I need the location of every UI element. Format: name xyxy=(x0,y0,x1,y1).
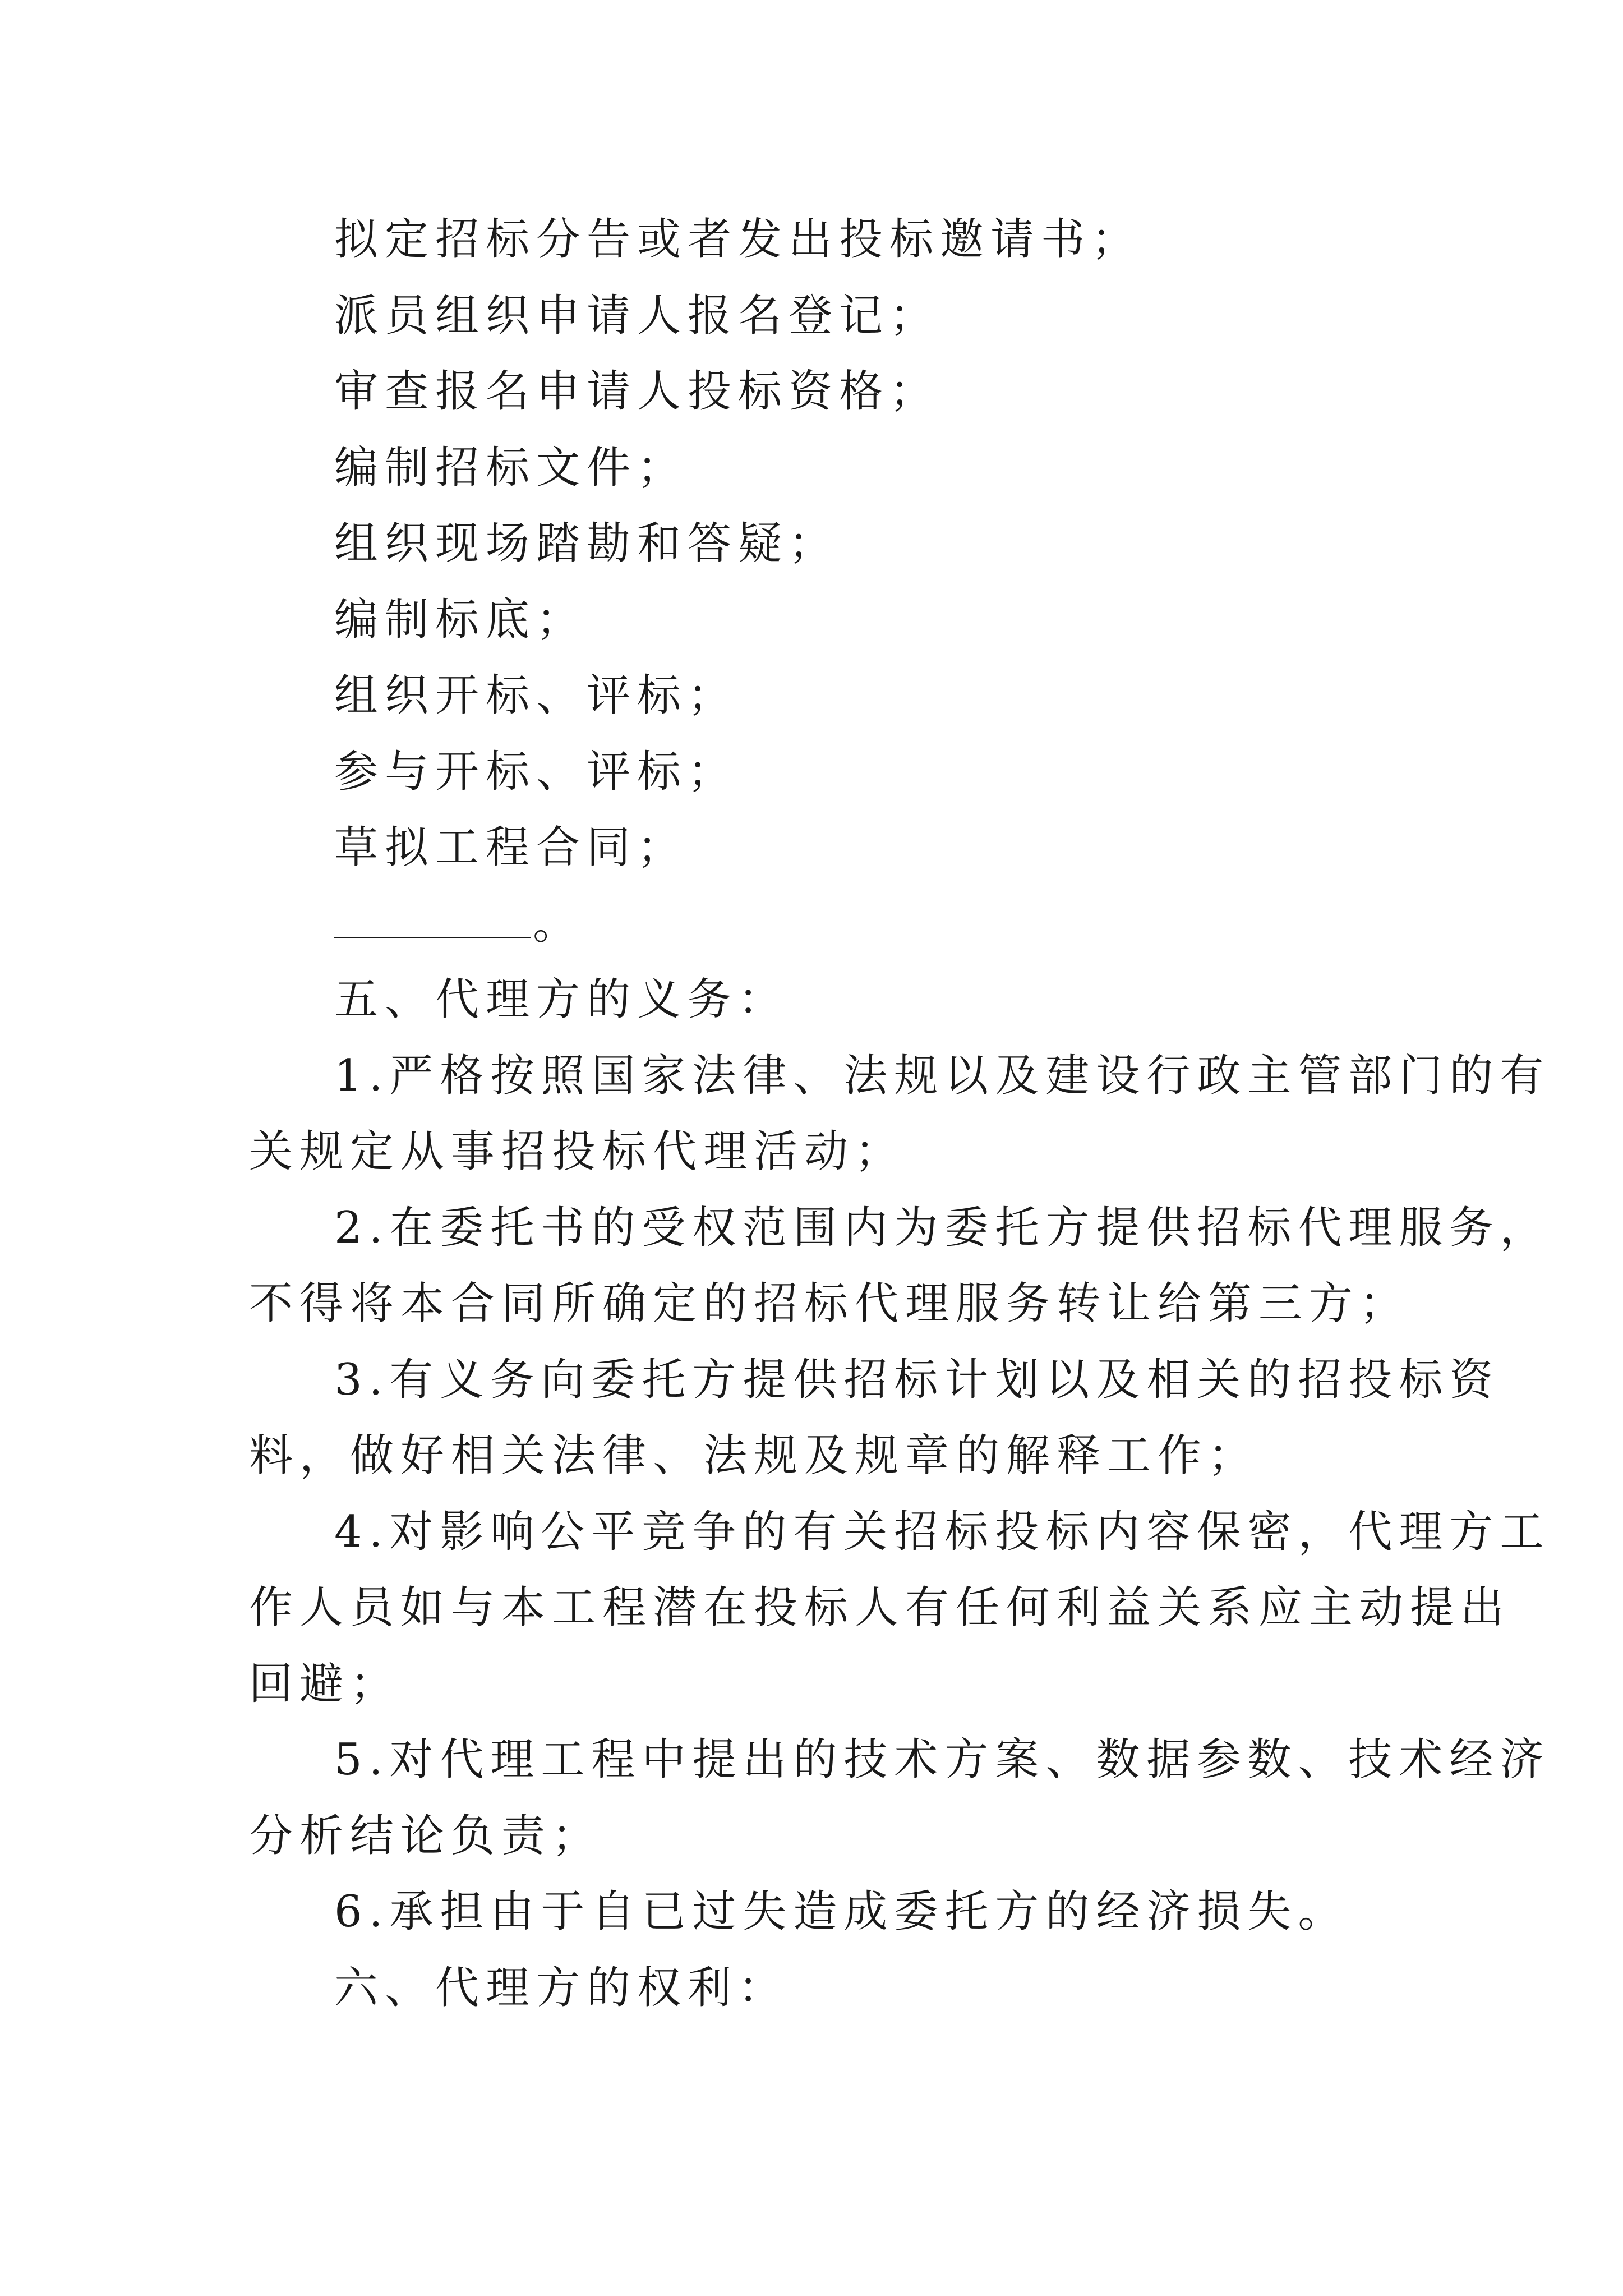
paragraph-line: 作人员如与本工程潜在投标人有任何利益关系应主动提出 xyxy=(249,1582,1511,1633)
list-item: 派员组织申请人报名登记； xyxy=(334,290,940,341)
paragraph-line: 6.承担由于自已过失造成委托方的经济损失。 xyxy=(334,1887,1349,1937)
paragraph-line: 不得将本合同所确定的招标代理服务转让给第三方； xyxy=(249,1278,1410,1329)
list-item: 编制招标文件； xyxy=(334,442,688,493)
section-heading: 六、代理方的权利： xyxy=(334,1962,789,2013)
list-item: 拟定招标分告或者发出投标邀请书； xyxy=(334,214,1142,265)
list-item: 编制标底； xyxy=(334,594,587,645)
paragraph-line: 5.对代理工程中提出的技术方案、数据参数、技术经济 xyxy=(334,1734,1551,1785)
list-item: 审查报名申请人投标资格； xyxy=(334,366,940,417)
document-body xyxy=(249,202,1551,2026)
blank-end-mark: 。 xyxy=(533,898,584,949)
paragraph-line: 2.在委托书的受权范围内为委托方提供招标代理服务， xyxy=(334,1202,1551,1253)
list-item: 组织现场踏勘和答疑； xyxy=(334,518,840,569)
paragraph-line: 料，做好相关法律、法规及规章的解释工作； xyxy=(249,1430,1259,1481)
list-item: 草拟工程合同； xyxy=(334,822,688,873)
paragraph-line: 回避； xyxy=(249,1658,401,1709)
list-item: 参与开标、评标； xyxy=(334,746,739,797)
paragraph-line: 3.有义务向委托方提供招标计划以及相关的招投标资 xyxy=(334,1354,1500,1405)
section-heading: 五、代理方的义务： xyxy=(334,974,789,1025)
blank-fill-line xyxy=(249,886,1399,963)
paragraph-line: 1.严格按照国家法律、法规以及建设行政主管部门的有 xyxy=(334,1050,1551,1101)
blank-underline xyxy=(334,898,531,938)
list-item: 组织开标、评标； xyxy=(334,670,739,721)
paragraph-line: 4.对影响公平竞争的有关招标投标内容保密，代理方工 xyxy=(334,1506,1551,1557)
paragraph-line: 分析结论负责； xyxy=(249,1810,603,1861)
paragraph-line: 关规定从事招投标代理活动； xyxy=(249,1126,906,1177)
